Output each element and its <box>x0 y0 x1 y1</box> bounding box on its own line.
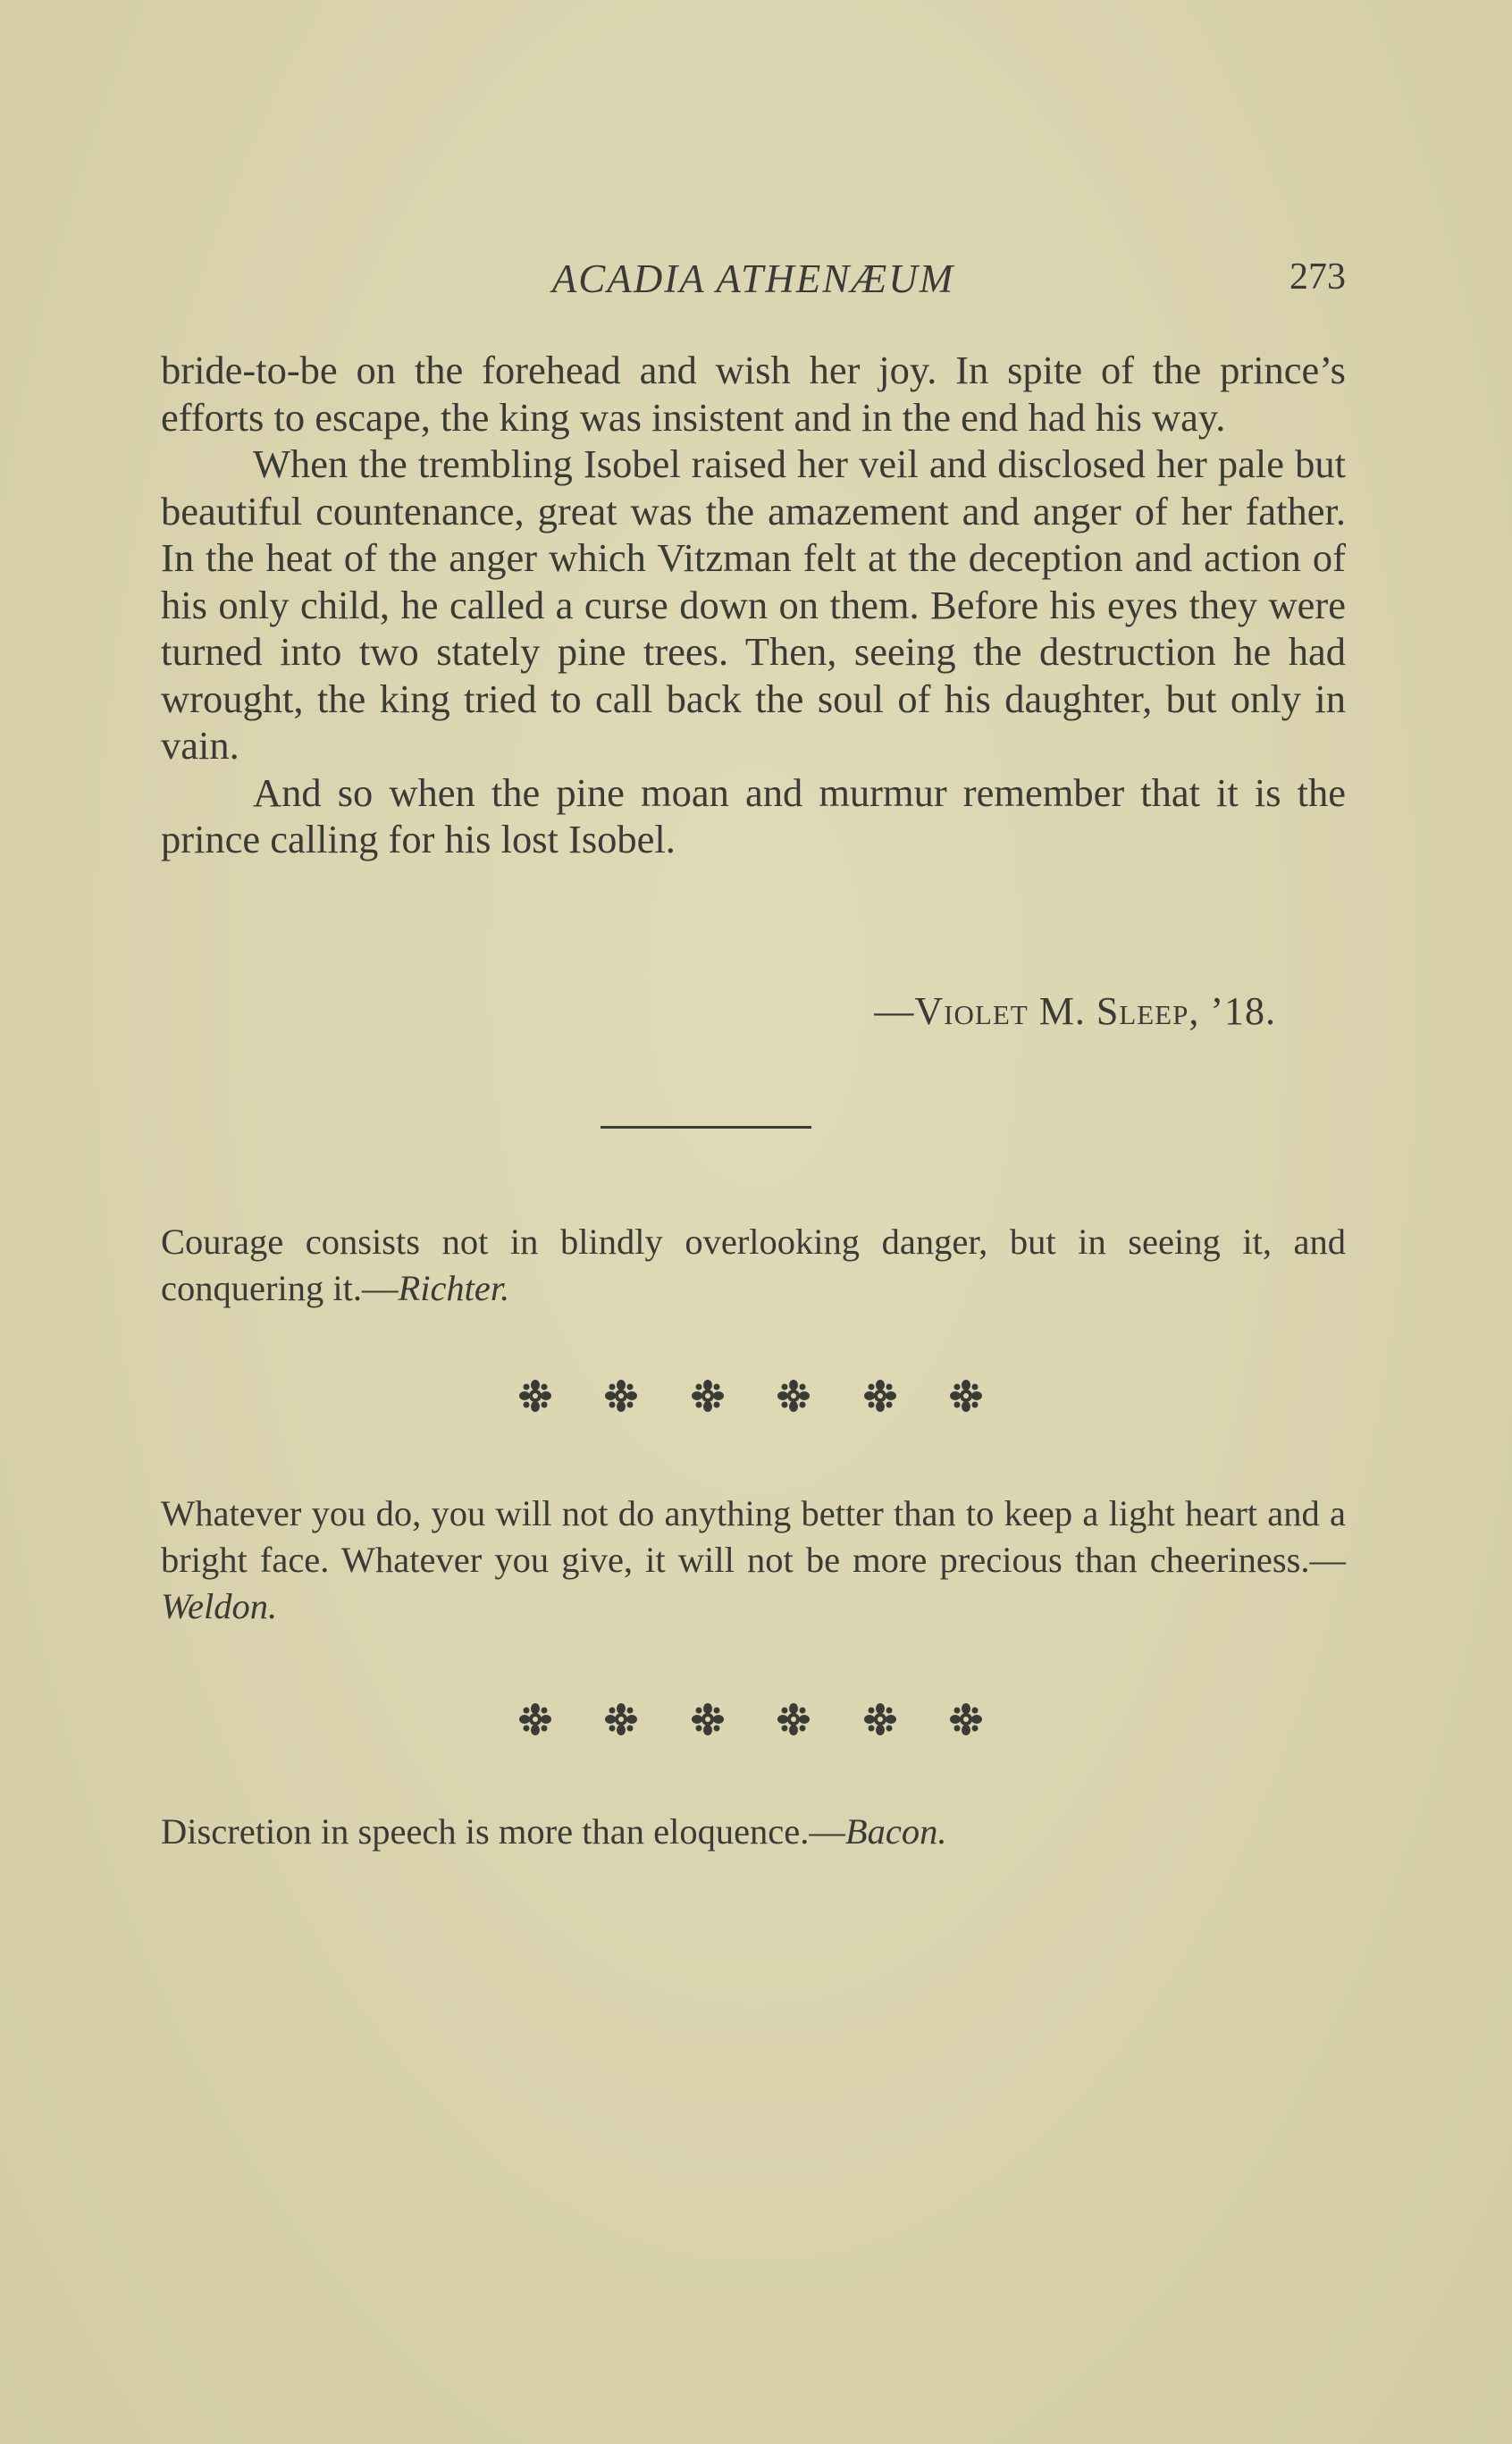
fleuron-icon <box>691 1380 725 1412</box>
quote-weldon <box>161 1491 1346 1630</box>
fleuron-icon <box>777 1703 811 1735</box>
quote-bacon <box>161 1809 1346 1855</box>
fleuron-icon <box>777 1380 811 1412</box>
running-title: ACADIA ATHENÆUM <box>551 256 955 301</box>
fleuron-icon <box>518 1380 552 1412</box>
fleuron-icon <box>691 1703 725 1735</box>
fleuron-icon <box>604 1703 638 1735</box>
author-signature: —Violet M. Sleep, ’18. <box>874 989 1276 1033</box>
quote-author: Weldon. <box>161 1586 278 1626</box>
fleuron-icon <box>863 1703 897 1735</box>
page-header <box>161 256 1346 309</box>
story-paragraph: When the trembling Isobel raised her veil and disclosed her pale but beautiful countenance, great was the amazement and anger of her father. In the heat of the anger which Vitzman felt at the deception and action of his only child, he called a curse down on them. Before his eyes they were turned into two stately pine trees. Then, seeing the destruction he had wrought, the king tried to call back the soul of his daughter, but only in vain. <box>161 441 1346 768</box>
quote-text: Discretion in speech is more than eloquence.— <box>161 1811 845 1852</box>
story-paragraph: bride-to-be on the forehead and wish her joy. In spite of the prince’s efforts to escape, the king was insistent and in the end had his way. <box>161 348 1346 440</box>
quote-text: Whatever you do, you will not do anything better than to keep a light heart and a bright face. Whatever you give, it will not be more precious than cheeriness.— <box>161 1493 1346 1580</box>
quote-author: Richter. <box>398 1268 510 1308</box>
fleuron-icon <box>604 1380 638 1412</box>
page-number: 273 <box>1289 256 1346 298</box>
story-paragraph: And so when the pine moan and murmur remember that it is the prince calling for his lost Isobel. <box>161 769 1346 861</box>
fleuron-icon <box>949 1703 983 1735</box>
fleuron-icon <box>863 1380 897 1412</box>
quote-author: Bacon. <box>844 1811 947 1852</box>
section-divider <box>601 1126 811 1129</box>
quote-text: Courage consists not in blindly overlooking danger, but in seeing it, and conquering it.— <box>161 1222 1346 1308</box>
fleuron-icon <box>949 1380 983 1412</box>
ornament-row <box>518 1703 983 1735</box>
ornament-row <box>518 1380 983 1412</box>
fleuron-icon <box>518 1703 552 1735</box>
quote-richter <box>161 1219 1346 1312</box>
story-text <box>161 347 1346 863</box>
